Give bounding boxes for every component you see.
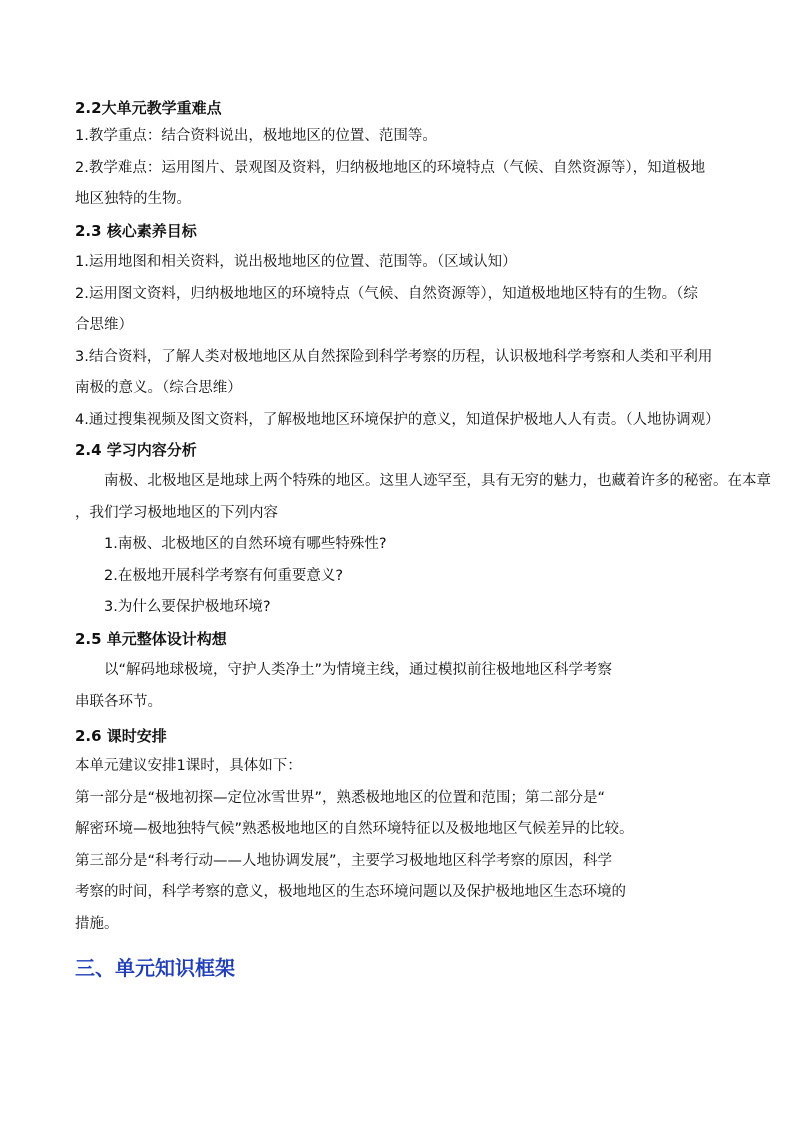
paragraph-line: 地区独特的生物。 — [75, 191, 191, 207]
list-item: 1.南极、北极地区的自然环境有哪些特殊性? — [104, 536, 387, 552]
paragraph-line: 合思维） — [75, 317, 133, 333]
section-heading-2-5: 2.5 单元整体设计构想 — [75, 630, 227, 648]
paragraph-line: 南极的意义。（综合思维） — [75, 380, 242, 396]
section-heading-3: 三、单元知识框架 — [75, 956, 235, 980]
paragraph-line: 以“解码地球极境，守护人类净土”为情境主线，通过模拟前往极地地区科学考察 — [104, 662, 613, 678]
list-item: 2.在极地开展科学考察有何重要意义? — [104, 567, 344, 584]
section-body-2-4 — [75, 466, 771, 624]
paragraph-line: 第一部分是“极地初探—定位冰雪世界”，熟悉极地地区的位置和范围；第二部分是“ — [75, 789, 606, 806]
paragraph-line: 串联各环节。 — [75, 693, 162, 710]
section-heading-2-3: 2.3 核心素养目标 — [75, 222, 197, 240]
section-heading-2-6: 2.6 课时安排 — [75, 727, 167, 745]
paragraph-line: 2.运用图文资料，归纳极地地区的环境特点（气候、自然资源等），知道极地地区特有的生物。（综 — [75, 285, 698, 302]
paragraph-line: 第三部分是“科考行动——人地协调发展”，主要学习极地地区科学考察的原因，科学 — [75, 852, 613, 869]
paragraph-line: 1.教学重点：结合资料说出，极地地区的位置、范围等。 — [75, 128, 437, 144]
section-heading-2-2: 2.2大单元教学重难点 — [75, 99, 222, 117]
section-heading-2-4: 2.4 学习内容分析 — [75, 441, 197, 459]
paragraph-line: 4.通过搜集视频及图文资料，了解极地地区环境保护的意义，知道保护极地人人有责。（人地协调观） — [75, 411, 720, 428]
paragraph-line: 3.结合资料，了解人类对极地地区从自然探险到科学考察的历程，认识极地科学考察和人类和平利用 — [75, 348, 713, 365]
paragraph-line: ，我们学习极地地区的下列内容 — [75, 504, 278, 521]
paragraph-line: 解密环境—极地独特气候”熟悉极地地区的自然环境特征以及极地地区气候差异的比较。 — [75, 821, 634, 837]
paragraph-line: 1.运用地图和相关资料，说出极地地区的位置、范围等。（区域认知） — [75, 254, 517, 270]
paragraph-line: 2.教学难点：运用图片、景观图及资料，归纳极地地区的环境特点（气候、自然资源等），知道极地 — [75, 159, 706, 176]
paragraph-line: 南极、北极地区是地球上两个特殊的地区。这里人迹罕至，具有无穷的魅力，也藏着许多的秘密。在本章 — [104, 473, 771, 489]
section-body-2-2 — [75, 121, 735, 216]
paragraph-line: 本单元建议安排1课时，具体如下： — [75, 758, 302, 774]
list-item: 3.为什么要保护极地环境? — [104, 599, 271, 615]
paragraph-line: 考察的时间，科学考察的意义，极地地区的生态环境问题以及保护极地地区生态环境的 — [75, 884, 626, 900]
paragraph-line: 措施。 — [75, 915, 119, 932]
section-body-2-5 — [75, 655, 735, 718]
section-body-2-3 — [75, 247, 735, 436]
section-body-2-6 — [75, 751, 735, 940]
